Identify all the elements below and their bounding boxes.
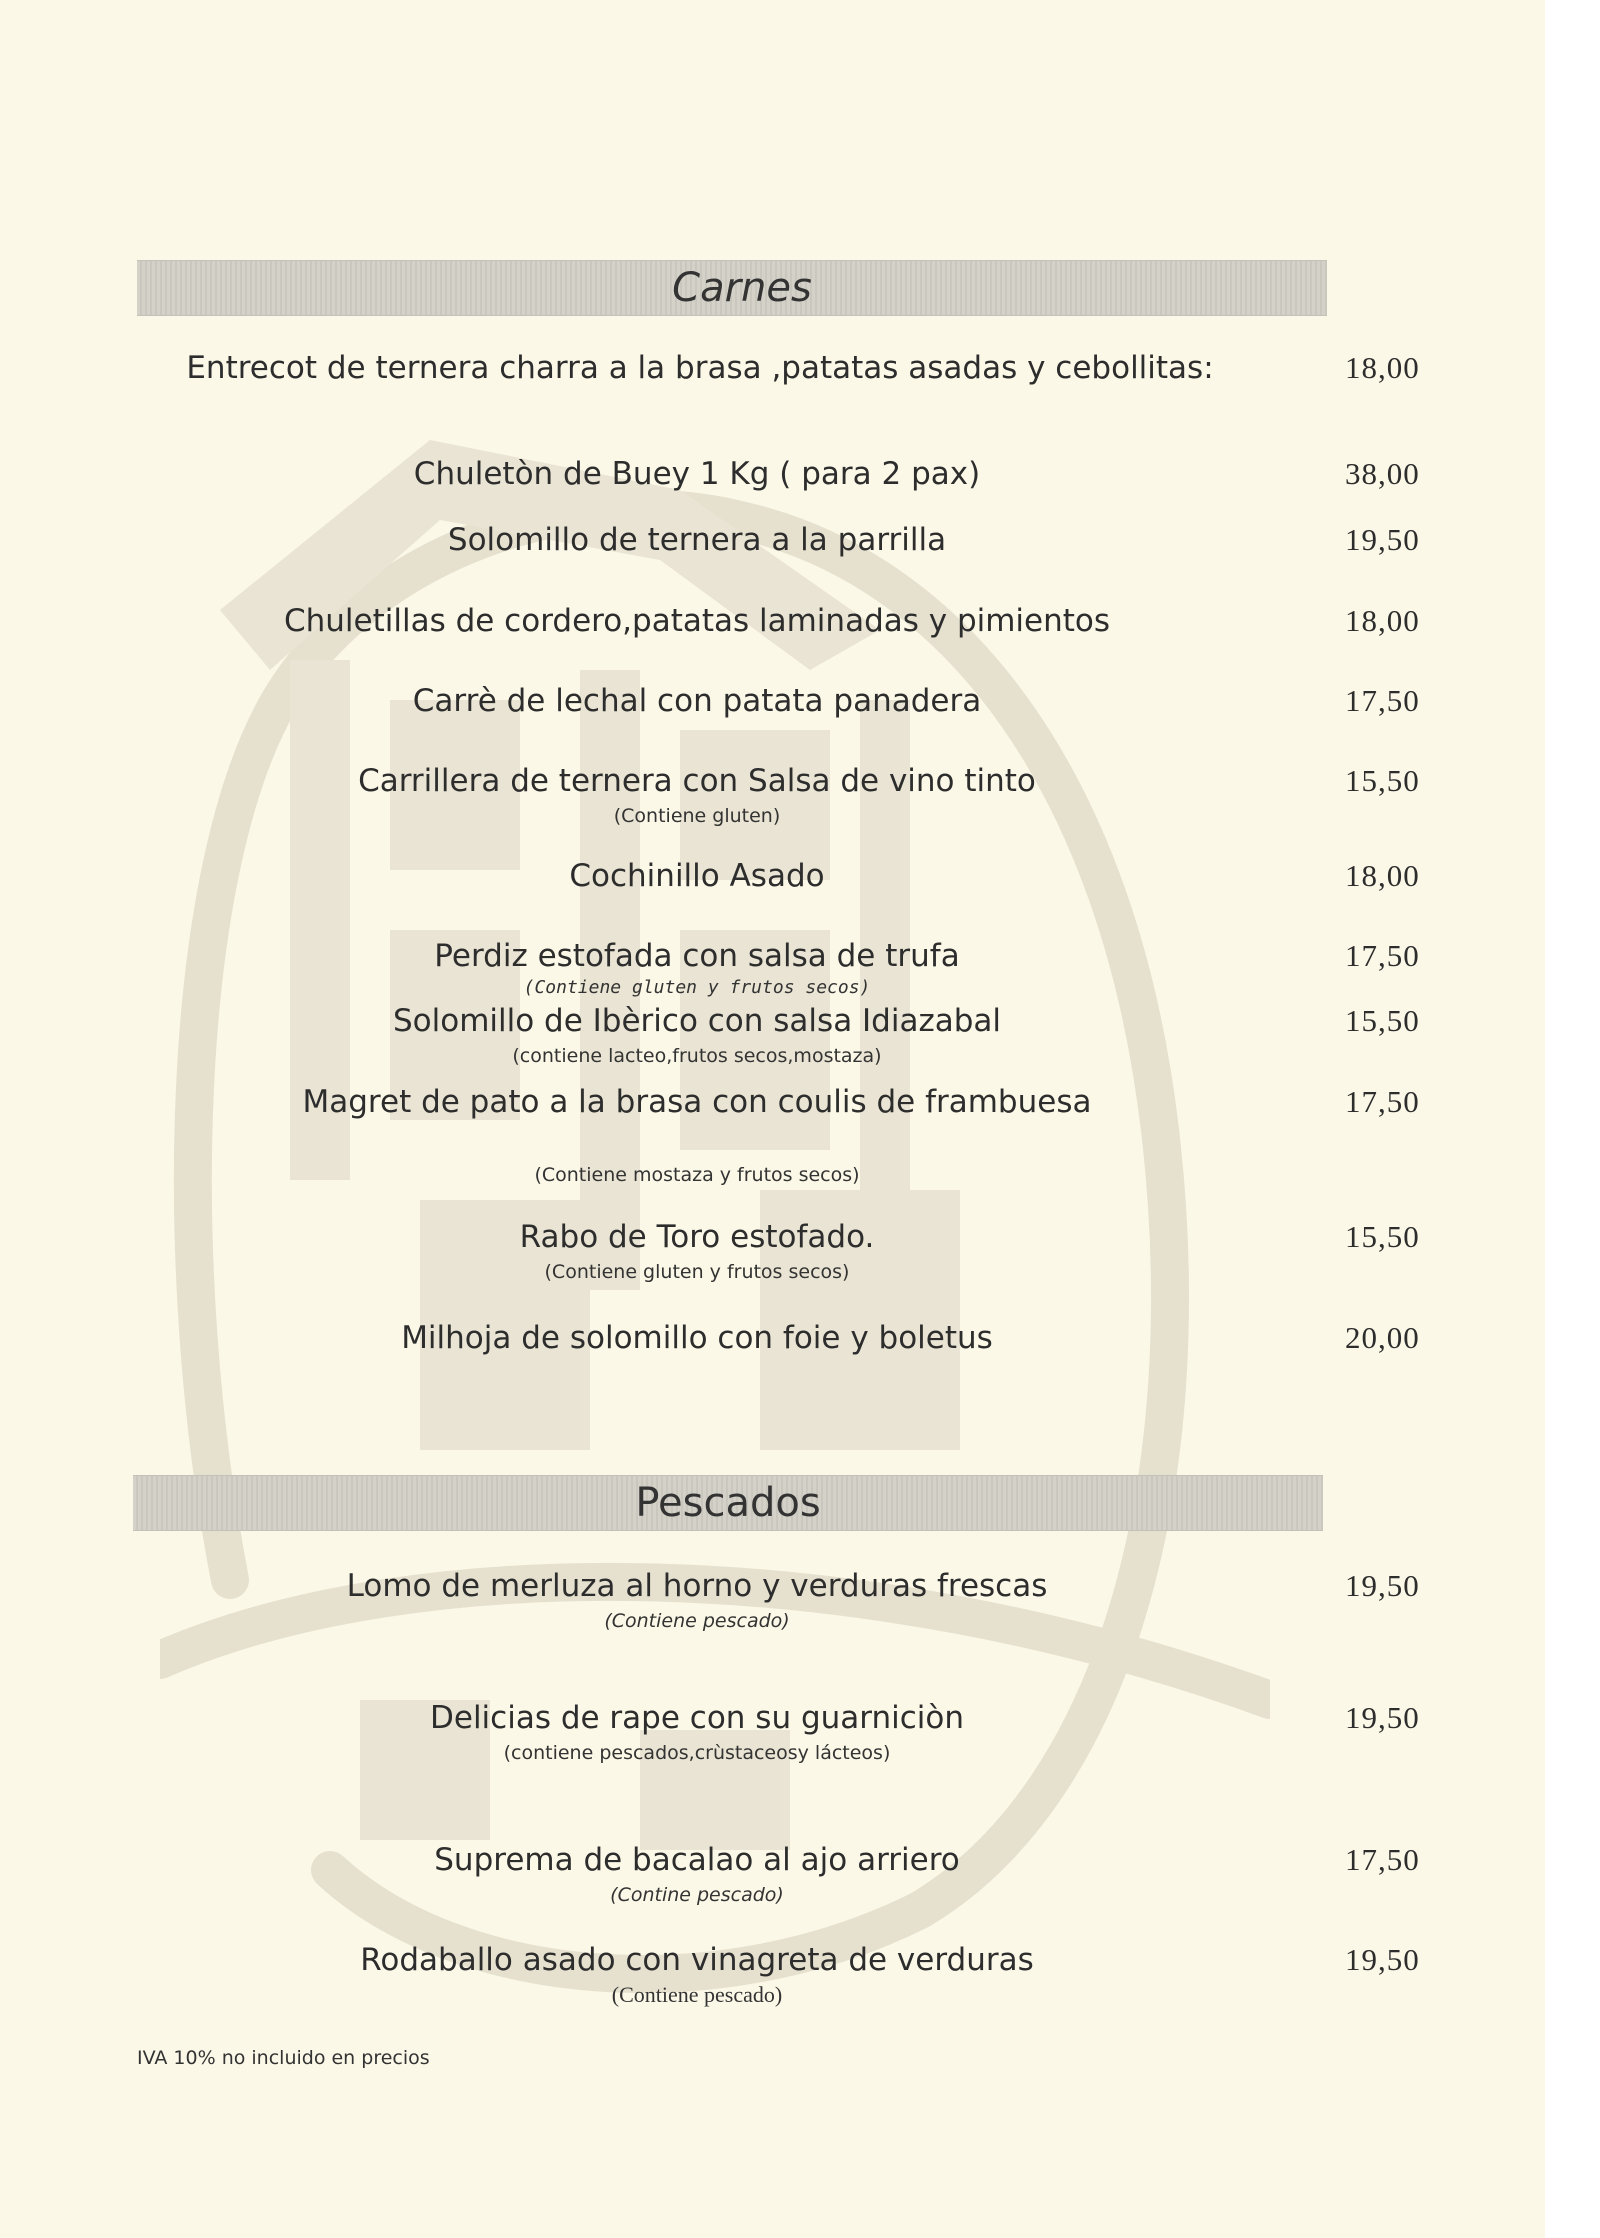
dish-name: Carrillera de ternera con Salsa de vino tinto <box>358 763 1036 799</box>
tax-footnote: IVA 10% no incluido en precios <box>137 2047 430 2069</box>
dish-name: Solomillo de Ibèrico con salsa Idiazabal <box>392 1003 1002 1039</box>
dish-name: Chuletillas de cordero,patatas laminadas y pimientos <box>283 603 1111 639</box>
dish-name: Rabo de Toro estofado. <box>519 1219 875 1255</box>
allergen-note: (Contiene gluten y frutos secos) <box>544 1261 850 1283</box>
allergen-note: (Contiene pescado) <box>611 1982 783 2007</box>
dish-name: Solomillo de ternera a la parrilla <box>447 522 947 558</box>
dish-price: 17,50 <box>1345 683 1420 718</box>
dish-name: Lomo de merluza al horno y verduras frescas <box>346 1568 1048 1604</box>
allergen-note: (Contiene mostaza y frutos secos) <box>534 1164 860 1186</box>
dish-price: 19,50 <box>1345 1700 1420 1735</box>
dish-price: 15,50 <box>1345 763 1420 798</box>
dish-name: Suprema de bacalao al ajo arriero <box>434 1842 960 1878</box>
dish-price: 38,00 <box>1345 456 1420 491</box>
dish-price: 18,00 <box>1345 350 1420 385</box>
dish-price: 18,00 <box>1345 858 1420 893</box>
dish-price: 17,50 <box>1345 1084 1420 1119</box>
allergen-note: (Contiene pescado) <box>604 1610 790 1632</box>
dish-name: Milhoja de solomillo con foie y boletus <box>401 1320 993 1356</box>
dish-name: Chuletòn de Buey 1 Kg ( para 2 pax) <box>413 456 981 492</box>
allergen-note: (contiene lacteo,frutos secos,mostaza) <box>512 1045 882 1067</box>
dish-name: Entrecot de ternera charra a la brasa ,patatas asadas y cebollitas: <box>186 350 1214 386</box>
dish-name: Cochinillo Asado <box>569 858 825 894</box>
section-title: Carnes <box>672 265 812 311</box>
dish-price: 19,50 <box>1345 522 1420 557</box>
allergen-note: (Contiene gluten) <box>613 805 781 827</box>
page-edge <box>1545 0 1600 2238</box>
dish-price: 15,50 <box>1345 1003 1420 1038</box>
dish-name: Rodaballo asado con vinagreta de verduras <box>360 1942 1034 1978</box>
dish-price: 18,00 <box>1345 603 1420 638</box>
dish-price: 17,50 <box>1345 938 1420 973</box>
section-header-pescados <box>133 1475 1323 1531</box>
dish-name: Perdiz estofada con salsa de trufa <box>434 938 960 974</box>
dish-price: 17,50 <box>1345 1842 1420 1877</box>
dish-name: Carrè de lechal con patata panadera <box>412 683 982 719</box>
section-header-carnes <box>137 260 1327 316</box>
dish-price: 15,50 <box>1345 1219 1420 1254</box>
allergen-note: (Contine pescado) <box>610 1884 784 1906</box>
allergen-note: (contiene pescados,crùstaceosy lácteos) <box>503 1742 891 1764</box>
dish-price: 19,50 <box>1345 1942 1420 1977</box>
dish-name: Magret de pato a la brasa con coulis de frambuesa <box>302 1084 1092 1120</box>
allergen-note: (Contiene gluten y frutos secos) <box>523 977 871 998</box>
dish-price: 19,50 <box>1345 1568 1420 1603</box>
section-title: Pescados <box>635 1480 821 1526</box>
dish-name: Delicias de rape con su guarniciòn <box>430 1700 964 1736</box>
dish-price: 20,00 <box>1345 1320 1420 1355</box>
